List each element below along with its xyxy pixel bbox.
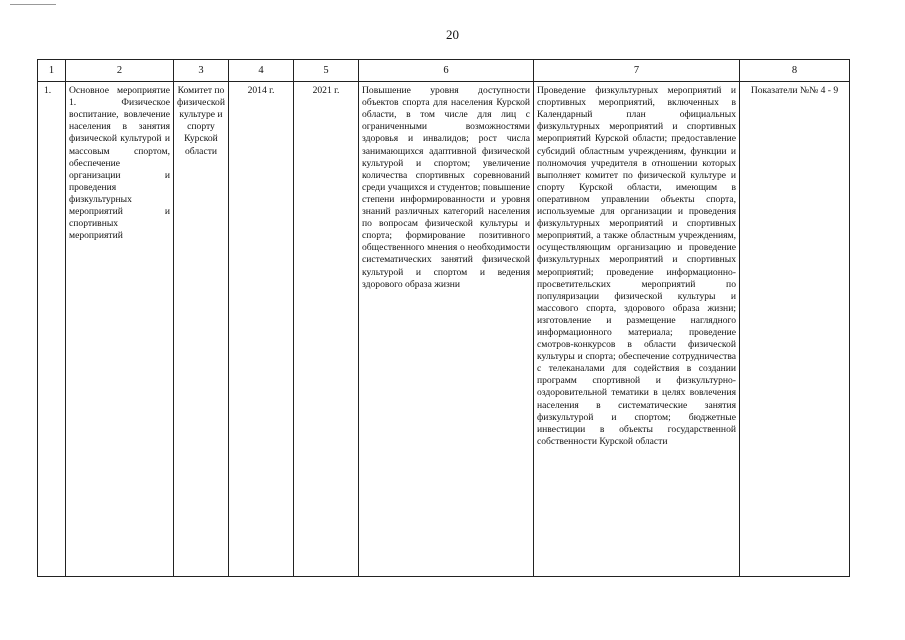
header-cell: 5 [294,60,359,82]
header-cell: 2 [66,60,174,82]
header-cell: 8 [740,60,850,82]
indicators: Показатели №№ 4 - 9 [740,82,850,577]
top-rule [10,4,56,5]
end-year: 2021 г. [294,82,359,577]
event-name: Основное мероприятие 1. Физическое воспитание, вовлечение населения в занятия физической культурой и массовым спортом, обеспечение организации и проведения физкультурных мероприятий и спортивных мероприятий [66,82,174,577]
main-activities: Проведение физкультурных мероприятий и спортивных мероприятий, включенных в Календарный план официальных физкультурных мероприятий и спортивных мероприятий Курской области; предоставление субсидий областным учреждениям, функции и полномочия учредителя в отношении которых выполняет комитет по физической культуре и спорту Курской области, имеющим в оперативном управлении объекты спорта, используемые для организации и проведения физкультурных мероприятий и спортивных мероприятий, а также областным учреждениям, осуществляющим организацию и проведение физкультурных мероприятий и спортивных мероприятий; проведение информационно-просветительских мероприятий по популяризации физической культуры и массового спорта, здорового образа жизни; изготовление и размещение наглядного информационного материала; проведение смотров-конкурсов в области физической культуры и спорта; обеспечение сотрудничества с телеканалами для содействия в создании программ спортивной и физкультурно-оздоровительной тематики в целях вовлечения населения в систематические занятия физкультурой и спортом; бюджетные инвестиции в объекты государственной собственности Курской области [534,82,740,577]
program-table [37,59,850,577]
executor: Комитет по физической культуре и спорту Курской области [174,82,229,577]
header-row [38,60,850,82]
header-cell: 3 [174,60,229,82]
header-cell: 1 [38,60,66,82]
row-number: 1. [38,82,66,577]
start-year: 2014 г. [229,82,294,577]
table-row [38,82,850,577]
page-number: 20 [446,27,459,42]
header-cell: 4 [229,60,294,82]
header-cell: 7 [534,60,740,82]
header-cell: 6 [359,60,534,82]
expected-results: Повышение уровня доступности объектов спорта для населения Курской области, в том числе для лиц с ограниченными возможностями здоровья и инвалидов; рост числа занимающихся адаптивной физической культурой и спортом; увеличение количества спортивных соревнований среди учащихся и студентов; повышение степени информированности и уровня знаний различных категорий населения по вопросам физической культуры и спорта; формирование позитивного общественного мнения о необходимости систематических занятий физической культурой и спортом и ведения здорового образа жизни [359,82,534,577]
